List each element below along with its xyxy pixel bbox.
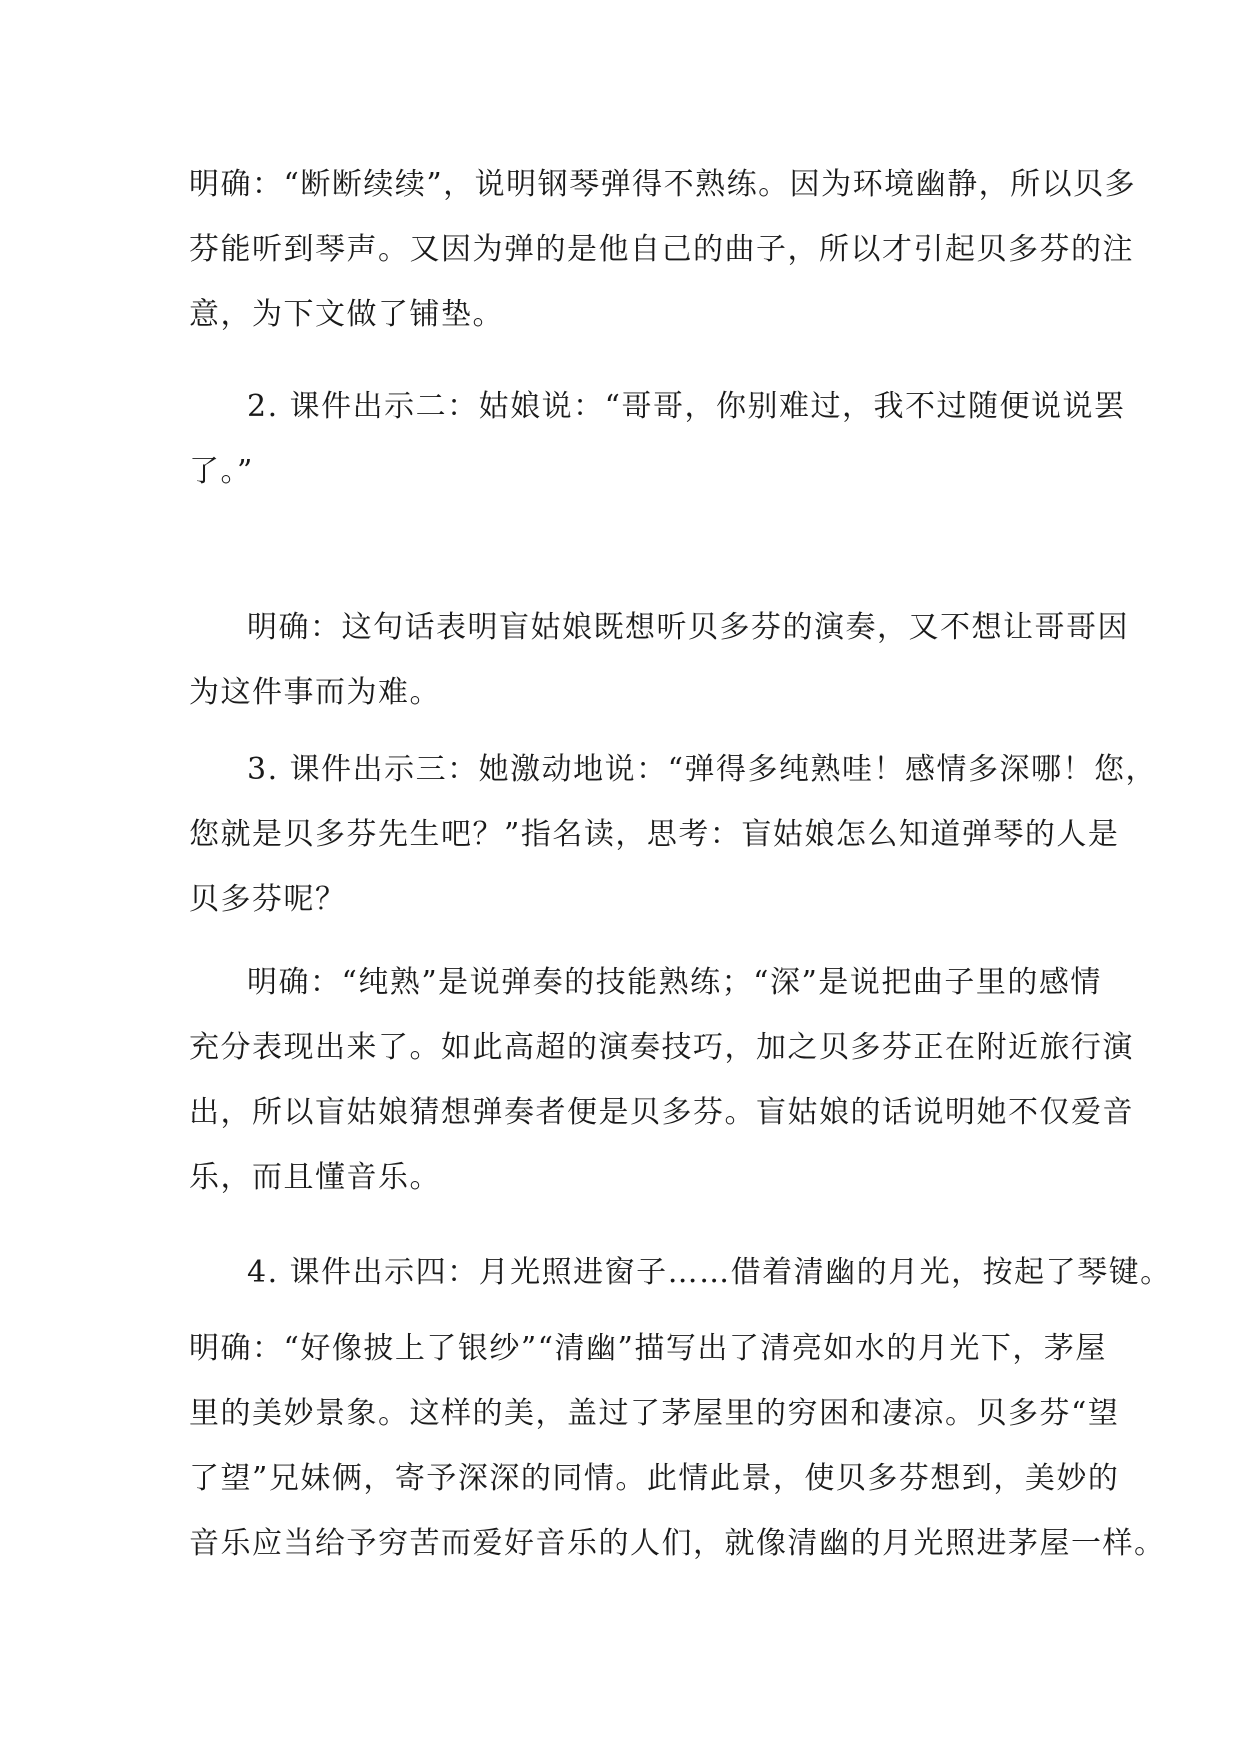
text-line: 了。” — [189, 454, 254, 489]
paragraph-explanation-4 — [189, 1316, 1166, 1576]
text-line: 明确：“纯熟”是说弹奏的技能熟练；“深”是说把曲子里的感情 — [247, 965, 1102, 1000]
text-line: 音乐应当给予穷苦而爱好音乐的人们，就像清幽的月光照进茅屋一样。 — [189, 1526, 1166, 1561]
text-line: 3. 课件出示三：她激动地说：“弹得多纯熟哇！感情多深哪！您， — [247, 752, 1157, 787]
text-line: 您就是贝多芬先生吧？”指名读，思考：盲姑娘怎么知道弹琴的人是 — [189, 817, 1120, 852]
text-line: 了望”兄妹俩，寄予深深的同情。此情此景，使贝多芬想到，美妙的 — [189, 1461, 1120, 1496]
paragraph-item-4 — [189, 1240, 1172, 1305]
text-line: 贝多芬呢？ — [189, 882, 347, 917]
paragraph-explanation-2 — [189, 595, 1129, 725]
text-line: 乐，而且懂音乐。 — [189, 1160, 441, 1195]
text-line: 明确：这句话表明盲姑娘既想听贝多芬的演奏，又不想让哥哥因 — [247, 610, 1129, 645]
text-line: 为这件事而为难。 — [189, 675, 441, 710]
text-line: 意，为下文做了铺垫。 — [189, 297, 504, 332]
text-line: 4. 课件出示四：月光照进窗子……借着清幽的月光，按起了琴键。 — [247, 1255, 1172, 1290]
text-line: 出，所以盲姑娘猜想弹奏者便是贝多芬。盲姑娘的话说明她不仅爱音 — [189, 1095, 1134, 1130]
paragraph-item-3 — [189, 737, 1157, 932]
text-line: 芬能听到琴声。又因为弹的是他自己的曲子，所以才引起贝多芬的注 — [189, 232, 1134, 267]
text-line: 充分表现出来了。如此高超的演奏技巧，加之贝多芬正在附近旅行演 — [189, 1030, 1134, 1065]
text-line: 2. 课件出示二：姑娘说：“哥哥，你别难过，我不过随便说说罢 — [247, 389, 1126, 424]
text-line: 里的美妙景象。这样的美，盖过了茅屋里的穷困和凄凉。贝多芬“望 — [189, 1396, 1120, 1431]
text-line: 明确：“断断续续”，说明钢琴弹得不熟练。因为环境幽静，所以贝多 — [189, 167, 1137, 202]
text-line: 明确：“好像披上了银纱”“清幽”描写出了清亮如水的月光下，茅屋 — [189, 1331, 1107, 1366]
paragraph-explanation-1 — [189, 152, 1137, 347]
paragraph-item-2 — [189, 374, 1126, 504]
paragraph-explanation-3 — [189, 950, 1134, 1210]
